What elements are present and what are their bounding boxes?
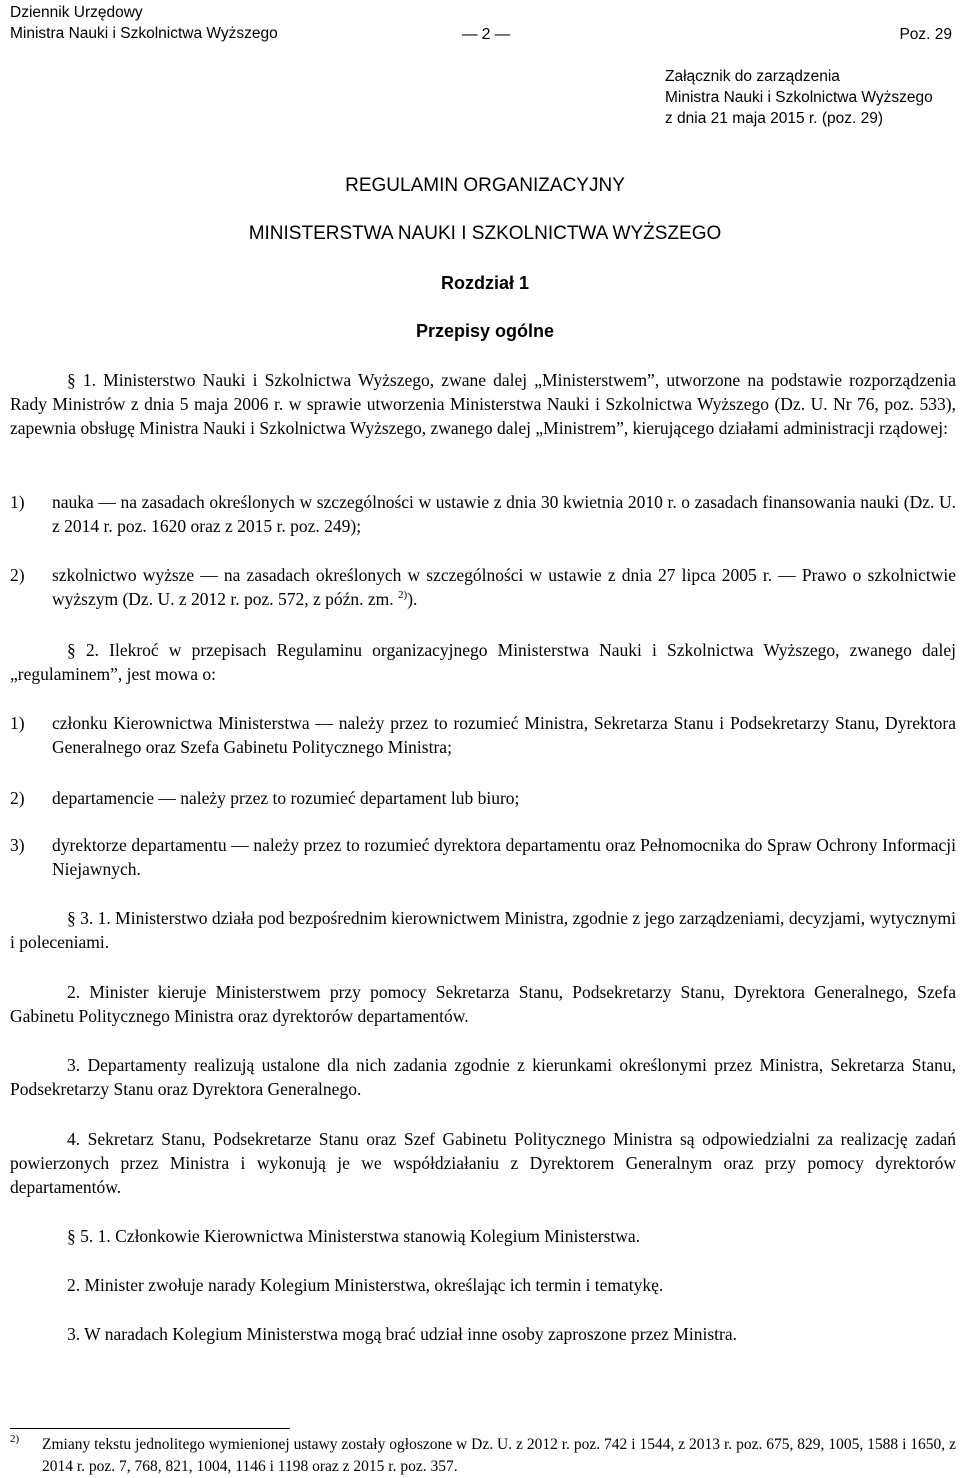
header-issuer: Ministra Nauki i Szkolnictwa Wyższego [10, 25, 278, 42]
item-text: dyrektorze departamentu — należy przez to rozumieć dyrektora departamentu oraz Pełnomocnika do Spraw Ochrony Informacji Niejawnych. [52, 835, 956, 879]
item-number: 2) [10, 565, 25, 585]
header-publication: Dziennik Urzędowy [10, 4, 143, 21]
document-subtitle: MINISTERSTWA NAUKI I SZKOLNICTWA WYŻSZEGO [248, 223, 722, 244]
footnote-number: 2) [10, 1433, 20, 1445]
document-title: REGULAMIN ORGANIZACYJNY [345, 175, 625, 196]
chapter-title: Przepisy ogólne [415, 321, 555, 341]
header-position: Poz. 29 [899, 26, 952, 43]
item-number: 1) [10, 713, 25, 733]
annex-line-2: Ministra Nauki i Szkolnictwa Wyższego [665, 89, 933, 106]
footnote [10, 1434, 956, 1478]
item-text: nauka — na zasadach określonych w szczególności w ustawie z dnia 30 kwietnia 2010 r. o zasadach finansowania nauki (Dz. U. z 2014 r. poz. 1620 oraz z 2015 r. poz. 249); [52, 492, 956, 536]
section-2-intro: § 2. Ilekroć w przepisach Regulaminu organizacyjnego Ministerstwa Nauki i Szkolnictwa Wyższego, zwanego dalej „regulaminem”, jest mowa o: [10, 640, 956, 684]
header-issuer-block [10, 2, 278, 44]
section-5-paragraph-3: 3. W naradach Kolegium Ministerstwa mogą brać udział inne osoby zaproszone przez Ministra. [67, 1324, 737, 1344]
item-text-body: szkolnictwo wyższe — na zasadach określonych w szczególności w ustawie z dnia 27 lipca 2005 r. — Prawo o szkolnictwie wyższym (Dz. U. z 2012 r. poz. 572, z późn. zm. [52, 565, 956, 609]
annex-note [665, 66, 933, 129]
item-text: członku Kierownictwa Ministerstwa — należy przez to rozumieć Ministra, Sekretarza Stanu i Podsekretarzy Stanu, Dyrektora Generalnego oraz Szefa Gabinetu Politycznego Ministra; [52, 713, 956, 757]
section-5-paragraph-1: § 5. 1. Członkowie Kierownictwa Ministerstwa stanowią Kolegium Ministerstwa. [67, 1226, 641, 1246]
item-text-end: ). [407, 589, 418, 609]
item-text [52, 563, 956, 611]
header-page-number: — 2 — [462, 26, 511, 43]
annex-line-3: z dnia 21 maja 2015 r. (poz. 29) [665, 110, 883, 127]
item-number: 2) [10, 788, 25, 808]
section-1-intro: § 1. Ministerstwo Nauki i Szkolnictwa Wyższego, zwane dalej „Ministerstwem”, utworzone na podstawie rozporządzenia Rady Ministrów z dnia 5 maja 2006 r. w sprawie utworzenia Ministerstwa Nauki i Szkolnictwa Wyższego (Dz. U. Nr 76, poz. 533), zapewnia obsługę Ministra Nauki i Szkolnictwa Wyższego, zwanego dalej „Ministrem”, kierującego działami administracji rządowej: [10, 370, 956, 438]
item-number: 1) [10, 492, 25, 512]
item-number: 3) [10, 835, 25, 855]
footnote-separator [10, 1428, 290, 1429]
section-3-paragraph-4: 4. Sekretarz Stanu, Podsekretarze Stanu oraz Szef Gabinetu Politycznego Ministra są odpowiedzialni za realizację zadań powierzonych przez Ministra i wykonują je we współdziałaniu z Dyrektorem Generalnym oraz przy pomocy dyrektorów departamentów. [10, 1129, 956, 1197]
section-1-item-2 [10, 563, 956, 611]
section-2-item-2 [10, 786, 956, 810]
annex-line-1: Załącznik do zarządzenia [665, 68, 840, 85]
section-5-paragraph-2: 2. Minister zwołuje narady Kolegium Ministerstwa, określając ich termin i tematykę. [67, 1275, 664, 1295]
section-3-paragraph-2: 2. Minister kieruje Ministerstwem przy pomocy Sekretarza Stanu, Podsekretarzy Stanu, Dyrektora Generalnego, Szefa Gabinetu Politycznego Ministra oraz dyrektorów departamentów. [10, 982, 956, 1026]
section-2-item-3 [10, 833, 956, 881]
item-text: departamencie — należy przez to rozumieć departament lub biuro; [52, 788, 520, 808]
section-2-item-1 [10, 711, 956, 759]
footnote-text: Zmiany tekstu jednolitego wymienionej ustawy zostały ogłoszone w Dz. U. z 2012 r. poz. 742 i 1544, z 2013 r. poz. 675, 829, 1005, 1588 i 1650, z 2014 r. poz. 7, 768, 821, 1004, 1146 i 1198 oraz z 2015 r. poz. 357. [42, 1436, 956, 1475]
chapter-number: Rozdział 1 [440, 273, 529, 293]
section-1-item-1 [10, 490, 956, 538]
section-3-paragraph-1: § 3. 1. Ministerstwo działa pod bezpośrednim kierownictwem Ministra, zgodnie z jego zarządzeniami, decyzjami, wytycznymi i poleceniami. [10, 908, 956, 952]
section-3-paragraph-3: 3. Departamenty realizują ustalone dla nich zadania zgodnie z kierunkami określonymi przez Ministra, Sekretarza Stanu, Podsekretarzy Stanu oraz Dyrektora Generalnego. [10, 1055, 956, 1099]
footnote-reference: 2) [398, 589, 408, 602]
